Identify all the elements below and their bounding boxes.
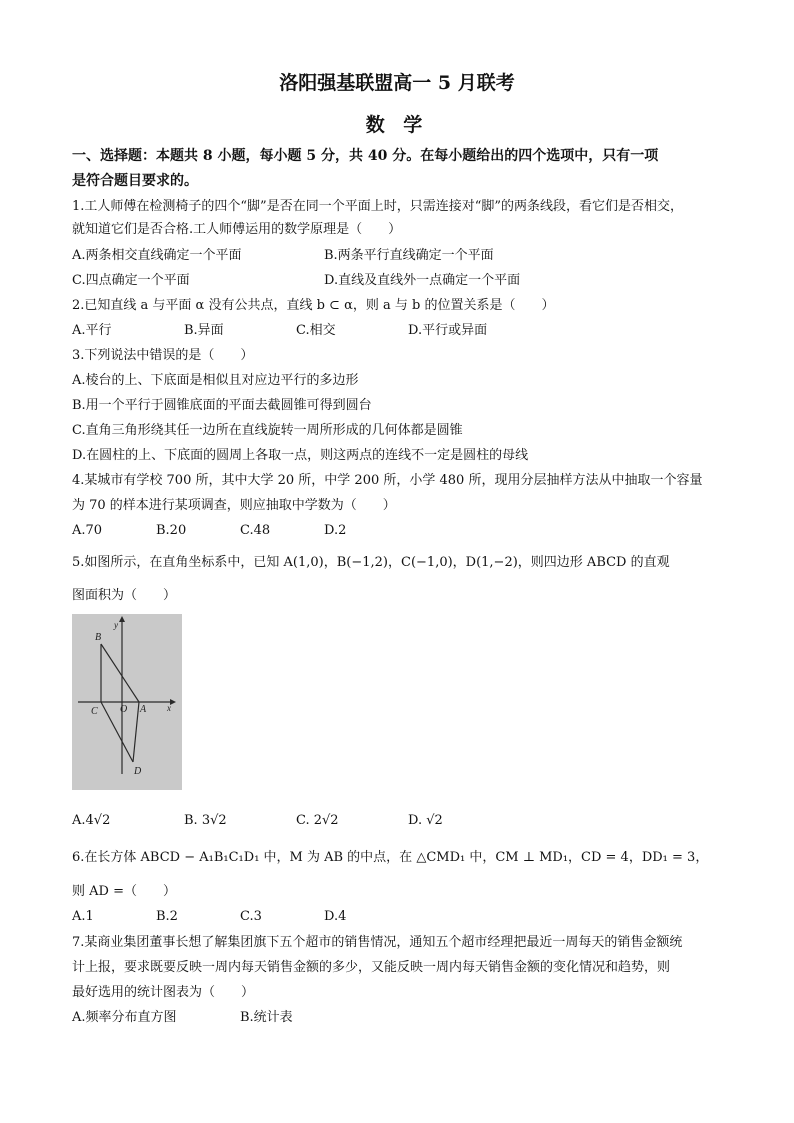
question-1-option-a: A.两条相交直线确定一个平面 bbox=[72, 248, 242, 263]
label-x: x bbox=[167, 703, 171, 713]
question-5-stem: 5.如图所示，在直角坐标系中，已知 A(1,0)，B(−1,2)，C(−1,0)，D(1,−2)，则四边形 ABCD 的直观 bbox=[72, 555, 670, 570]
question-3-option-c: C.直角三角形绕其任一边所在直线旋转一周所形成的几何体都是圆锥 bbox=[72, 423, 463, 438]
question-2-stem: 2.已知直线 a 与平面 α 没有公共点，直线 b ⊂ α，则 a 与 b 的位置关系是（ ） bbox=[72, 298, 555, 313]
edge-ba bbox=[101, 644, 139, 702]
question-1-option-d: D.直线及直线外一点确定一个平面 bbox=[324, 273, 521, 288]
question-4-stem: 4.某城市有学校 700 所，其中大学 20 所，中学 200 所，小学 480 所，现用分层抽样方法从中抽取一个容量 bbox=[72, 473, 703, 488]
question-6-option-a: A.1 bbox=[72, 909, 94, 924]
page-title: 洛阳强基联盟高一 5 月联考 bbox=[279, 72, 515, 94]
question-5-option-a: A.4√2 bbox=[72, 813, 111, 828]
question-1-option-c: C.四点确定一个平面 bbox=[72, 273, 190, 288]
label-y: y bbox=[114, 620, 118, 630]
question-1-option-b: B.两条平行直线确定一个平面 bbox=[324, 248, 494, 263]
question-5-option-b: B. 3√2 bbox=[184, 813, 227, 828]
question-4-stem-cont: 为 70 的样本进行某项调查，则应抽取中学数为（ ） bbox=[72, 498, 396, 513]
subject-heading: 数 学 bbox=[365, 114, 429, 136]
question-7-stem: 7.某商业集团董事长想了解集团旗下五个超市的销售情况，通知五个超市经理把最近一周每天的销售金额统 bbox=[72, 935, 683, 950]
question-3-option-d: D.在圆柱的上、下底面的圆周上各取一点，则这两点的连线不一定是圆柱的母线 bbox=[72, 448, 529, 463]
question-5-option-d: D. √2 bbox=[408, 813, 443, 828]
question-7-stem-cont: 计上报，要求既要反映一周内每天销售金额的多少，又能反映一周内每天销售金额的变化情况和趋势，则 bbox=[72, 960, 671, 975]
label-b: B bbox=[95, 632, 102, 643]
question-2-option-b: B.异面 bbox=[184, 323, 224, 338]
question-7-stem-cont2: 最好选用的统计图表为（ ） bbox=[72, 985, 255, 1000]
question-4-option-a: A.70 bbox=[72, 523, 103, 538]
section-heading: 一、选择题：本题共 8 小题，每小题 5 分，共 40 分。在每小题给出的四个选项中，只有一项 bbox=[72, 148, 659, 164]
question-7-option-b: B.统计表 bbox=[240, 1010, 293, 1025]
label-a: A bbox=[140, 704, 147, 715]
question-2-option-a: A.平行 bbox=[72, 323, 112, 338]
question-4-option-b: B.20 bbox=[156, 523, 187, 538]
question-6-stem: 6.在长方体 ABCD − A₁B₁C₁D₁ 中，M 为 AB 的中点，在 △CMD₁ 中，CM ⊥ MD₁，CD = 4，DD₁ = 3， bbox=[72, 850, 709, 865]
label-c: C bbox=[91, 706, 98, 717]
question-3-option-a: A.棱台的上、下底面是相似且对应边平行的多边形 bbox=[72, 373, 359, 388]
question-4-option-d: D.2 bbox=[324, 523, 347, 538]
edge-ad bbox=[133, 702, 139, 762]
question-5-option-c: C. 2√2 bbox=[296, 813, 339, 828]
question-6-option-c: C.3 bbox=[240, 909, 262, 924]
label-o: O bbox=[120, 704, 128, 715]
question-6-option-b: B.2 bbox=[156, 909, 178, 924]
section-heading-cont: 是符合题目要求的。 bbox=[72, 173, 198, 189]
label-d: D bbox=[134, 766, 142, 777]
coordinate-figure-svg bbox=[72, 614, 182, 790]
question-4-option-c: C.48 bbox=[240, 523, 271, 538]
question-5-stem-cont: 图面积为（ ） bbox=[72, 588, 177, 603]
coordinate-figure bbox=[72, 614, 182, 790]
question-2-option-d: D.平行或异面 bbox=[408, 323, 488, 338]
question-3-option-b: B.用一个平行于圆锥底面的平面去截圆锥可得到圆台 bbox=[72, 398, 372, 413]
y-axis-arrow bbox=[119, 616, 125, 622]
question-1-stem-cont: 就知道它们是否合格.工人师傅运用的数学原理是（ ） bbox=[72, 222, 402, 237]
question-6-stem-cont: 则 AD =（ ） bbox=[72, 884, 176, 899]
question-3-stem: 3.下列说法中错误的是（ ） bbox=[72, 348, 254, 363]
question-2-option-c: C.相交 bbox=[296, 323, 336, 338]
question-7-option-a: A.频率分布直方图 bbox=[72, 1010, 177, 1025]
edge-cd bbox=[101, 702, 133, 762]
question-6-option-d: D.4 bbox=[324, 909, 347, 924]
question-1-stem: 1.工人师傅在检测椅子的四个“脚”是否在同一个平面上时，只需连接对“脚”的两条线段，看它们是否相交， bbox=[72, 199, 683, 214]
